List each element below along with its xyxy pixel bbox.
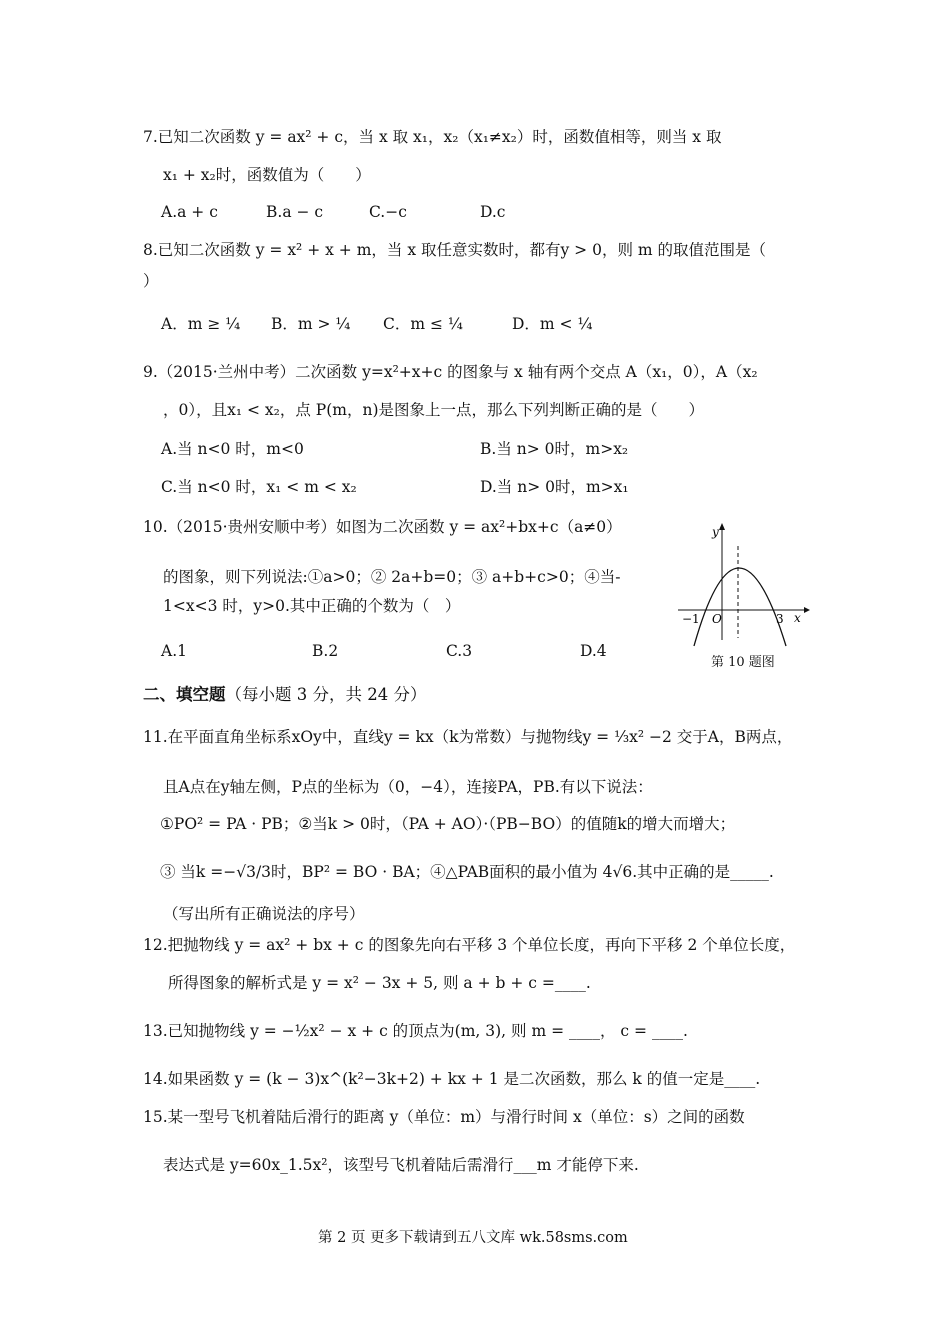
y-axis-arrow (719, 523, 725, 530)
q15-stem-line2: 表达式是 y=60x_1.5x²，该型号飞机着陆后需滑行___m 才能停下来. (163, 1156, 639, 1174)
q7-option-a: A.a + c (161, 203, 218, 221)
y-axis-label: y (712, 525, 719, 539)
q10-parabola-figure (676, 520, 811, 650)
origin-label: O (712, 612, 722, 626)
x-axis-arrow (804, 607, 810, 613)
q9-stem-line2: ，0），且x₁ < x₂，点 P(m，n)是图象上一点，那么下列判断正确的是（ ） (163, 401, 704, 419)
q11-stem-line1: 11.在平面直角坐标系xOy中，直线y = kx（k为常数）与抛物线y = ⅓x² −2 交于A，B两点， (143, 728, 793, 746)
q15-stem-line1: 15.某一型号飞机着陆后滑行的距离 y（单位：m）与滑行时间 x（单位：s）之间的函数 (143, 1108, 745, 1126)
q10-stem-line3: 1<x<3 时，y>0.其中正确的个数为（ ） (163, 597, 461, 615)
q13-stem-line1: 13.已知抛物线 y = −½x² − x + c 的顶点为(m, 3), 则 m = ____， c = ____. (143, 1022, 688, 1040)
right-root-label: 3 (776, 612, 784, 626)
q7-option-d: D.c (480, 203, 506, 221)
q8-option-d: D．m < ¼ (512, 315, 593, 333)
q12-stem-line1: 12.把抛物线 y = ax² + bx + c 的图象先向右平移 3 个单位长度，再向下平移 2 个单位长度， (143, 936, 796, 954)
q12-stem-line2: 所得图象的解析式是 y = x² − 3x + 5, 则 a + b + c =____. (168, 974, 591, 992)
q8-stem-line2: ） (143, 272, 159, 290)
q11-stem-line5: （写出所有正确说法的序号） (163, 905, 365, 923)
q7-option-b: B.a − c (266, 203, 324, 221)
q11-stem-line2: 且A点在y轴左侧，P点的坐标为（0，−4），连接PA，PB.有以下说法： (163, 778, 653, 796)
page-footer: 第 2 页 更多下载请到五八文库 wk.58sms.com (318, 1230, 628, 1246)
q9-option-b: B.当 n> 0时，m>x₂ (480, 440, 629, 458)
left-root-label: −1 (682, 612, 700, 626)
section-2-note: （每小题 3 分，共 24 分） (225, 685, 427, 704)
q14-stem-line1: 14.如果函数 y = (k − 3)x^(k²−3k+2) + kx + 1 是二次函数，那么 k 的值一定是____. (143, 1070, 761, 1088)
q7-stem-line2: x₁ + x₂时，函数值为（ ） (163, 166, 371, 184)
q10-option-a: A.1 (161, 642, 187, 660)
q10-stem-line2: 的图象，则下列说法:①a>0；② 2a+b=0；③ a+b+c>0；④当- (163, 568, 621, 586)
q8-option-b: B．m > ¼ (271, 315, 351, 333)
q11-stem-line4: ③ 当k =−√3/3时，BP² = BO · BA；④△PAB面积的最小值为 4√6.其中正确的是_____. (160, 863, 774, 881)
q7-option-c: C.−c (369, 203, 407, 221)
q9-option-a: A.当 n<0 时，m<0 (161, 440, 304, 458)
q7-stem-line1: 7.已知二次函数 y = ax² + c，当 x 取 x₁，x₂（x₁≠x₂）时，函数值相等，则当 x 取 (143, 128, 722, 146)
q10-option-c: C.3 (446, 642, 473, 660)
q10-option-d: D.4 (580, 642, 607, 660)
q8-option-c: C．m ≤ ¼ (383, 315, 463, 333)
q9-option-c: C.当 n<0 时，x₁ < m < x₂ (161, 478, 357, 496)
q10-figure-caption: 第 10 题图 (711, 655, 775, 670)
x-axis-label: x (794, 611, 801, 625)
q10-stem-line1: 10.（2015·贵州安顺中考）如图为二次函数 y = ax²+bx+c（a≠0） (143, 518, 622, 536)
q9-stem-line1: 9.（2015·兰州中考）二次函数 y=x²+x+c 的图象与 x 轴有两个交点 A（x₁，0），A（x₂ (143, 363, 758, 381)
section-2-heading (143, 681, 426, 705)
q9-option-d: D.当 n> 0时，m>x₁ (480, 478, 629, 496)
section-2-title: 二、填空题 (143, 685, 226, 704)
q10-option-b: B.2 (312, 642, 339, 660)
q8-stem-line1: 8.已知二次函数 y = x² + x + m，当 x 取任意实数时，都有y > 0，则 m 的取值范围是（ (143, 241, 766, 259)
q11-stem-line3: ①PO² = PA · PB；②当k > 0时，（PA + AO）·（PB−BO）的值随k的增大而增大； (160, 815, 736, 833)
parabola-curve (694, 568, 786, 646)
q8-option-a: A．m ≥ ¼ (161, 315, 241, 333)
